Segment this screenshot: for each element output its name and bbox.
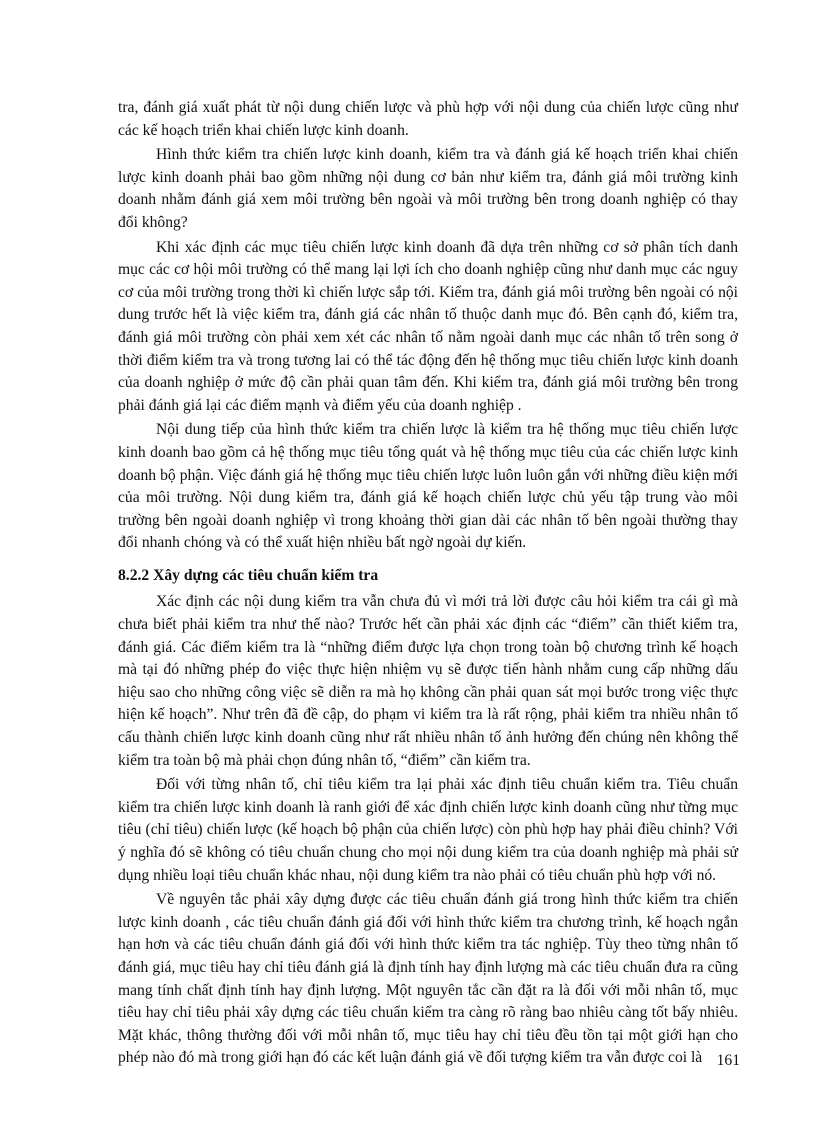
paragraph: Hình thức kiểm tra chiến lược kinh doanh, kiểm tra và đánh giá kế hoạch triển khai chiến lược kinh doanh phải bao gồm những nội dung cơ bản như kiểm tra, đánh giá môi trường kinh doanh nhằm đánh giá xem môi trường bên ngoài và môi trường bên trong doanh nghiệp có thay đổi không? [118, 146, 738, 231]
paragraph: Nội dung tiếp của hình thức kiểm tra chiến lược là kiểm tra hệ thống mục tiêu chiến lược kinh doanh bao gồm cả hệ thống mục tiêu tổng quát và hệ thống mục tiêu của các chiến lược kinh doanh bộ phận. Việc đánh giá hệ thống mục tiêu chiến lược luôn luôn gắn với những điều kiện mới của môi trường. Nội dung kiểm tra, đánh giá kế hoạch chiến lược chủ yếu tập trung vào môi trường bên ngoài doanh nghiệp vì trong khoảng thời gian dài các nhân tố bên ngoài thường thay đổi nhanh chóng và có thể xuất hiện nhiều bất ngờ ngoài dự kiến. [118, 421, 738, 552]
paragraph: Đối với từng nhân tố, chỉ tiêu kiểm tra lại phải xác định tiêu chuẩn kiểm tra. Tiêu chuẩn kiểm tra chiến lược kinh doanh là ranh giới để xác định chiến lược kinh doanh cũng như từng mục tiêu (chỉ tiêu) chiến lược (kế hoạch bộ phận của chiến lược) còn phù hợp hay phải điều chỉnh? Với ý nghĩa đó sẽ không có tiêu chuẩn chung cho mọi nội dung kiểm tra của doanh nghiệp mà phải sử dụng nhiều loại tiêu chuẩn khác nhau, nội dung kiểm tra nào phải có tiêu chuẩn phù hợp với nó. [118, 776, 738, 884]
paragraph: Khi xác định các mục tiêu chiến lược kinh doanh đã dựa trên những cơ sở phân tích danh mục các cơ hội môi trường có thể mang lại lợi ích cho doanh nghiệp cũng như danh mục các nguy cơ của môi trường trong thời kì chiến lược sắp tới. Kiểm tra, đánh giá môi trường bên ngoài có nội dung trước hết là việc kiểm tra, đánh giá các nhân tố thuộc danh mục đó. Bên cạnh đó, kiểm tra, đánh giá môi trường còn phải xem xét các nhân tố nằm ngoài danh mục các nhân tố trên song ở thời điểm kiểm tra và trong tương lai có thể tác động đến hệ thống mục tiêu chiến lược kinh doanh của doanh nghiệp ở mức độ cần phải quan tâm đến. Khi kiểm tra, đánh giá môi trường bên trong phải đánh giá lại các điểm mạnh và điểm yếu của doanh nghiệp . [118, 238, 738, 414]
paragraph: Xác định các nội dung kiểm tra vẫn chưa đủ vì mới trả lời được câu hỏi kiểm tra cái gì mà chưa biết phải kiểm tra như thế nào? Trước hết cần phải xác định các “điểm” cần thiết kiểm tra, đánh giá. Các điểm kiểm tra là “những điểm được lựa chọn trong toàn bộ chương trình kế hoạch mà tại đó những phép đo việc thực hiện nhiệm vụ sẽ được tiến hành nhằm cung cấp những dấu hiệu sao cho những công việc sẽ diễn ra mà họ không cần phải quan sát mọi bước trong việc thực hiện kế hoạch”. Như trên đã đề cập, do phạm vi kiểm tra là rất rộng, phải kiểm tra nhiều nhân tố cấu thành chiến lược kinh doanh cũng như rất nhiều nhân tố ảnh hưởng đến chúng nên không thể kiểm tra toàn bộ mà phải chọn đúng nhân tố, “điểm” cần kiểm tra. [118, 593, 738, 769]
page-body [118, 97, 738, 1072]
section-heading: 8.2.2 Xây dựng các tiêu chuẩn kiểm tra [118, 566, 379, 584]
paragraph: Về nguyên tắc phải xây dựng được các tiêu chuẩn đánh giá trong hình thức kiểm tra chiến lược kinh doanh , các tiêu chuẩn đánh giá đối với hình thức kiểm tra chương trình, kế hoạch ngắn hạn hơn và các tiêu chuẩn đánh giá đối với hình thức kiểm tra tác nghiệp. Tùy theo từng nhân tố đánh giá, mục tiêu hay chỉ tiêu đánh giá là định tính hay định lượng mà các tiêu chuẩn đưa ra cũng mang tính chất định tính hay định lượng. Một nguyên tắc cần đặt ra là đối với mỗi nhân tố, mục tiêu hay chỉ tiêu phải xây dựng các tiêu chuẩn kiểm tra càng rõ ràng bao nhiêu càng tốt bấy nhiêu. Mặt khác, thông thường đối với mỗi nhân tố, mục tiêu hay chỉ tiêu đều tồn tại một giới hạn cho phép nào đó mà trong giới hạn đó các kết luận đánh giá về đối tượng kiểm tra vẫn được coi là [118, 891, 738, 1067]
paragraph-continuation: tra, đánh giá xuất phát từ nội dung chiến lược và phù hợp với nội dung của chiến lược cũng như các kế hoạch triển khai chiến lược kinh doanh. [118, 99, 738, 139]
page-number: 161 [716, 1052, 740, 1069]
